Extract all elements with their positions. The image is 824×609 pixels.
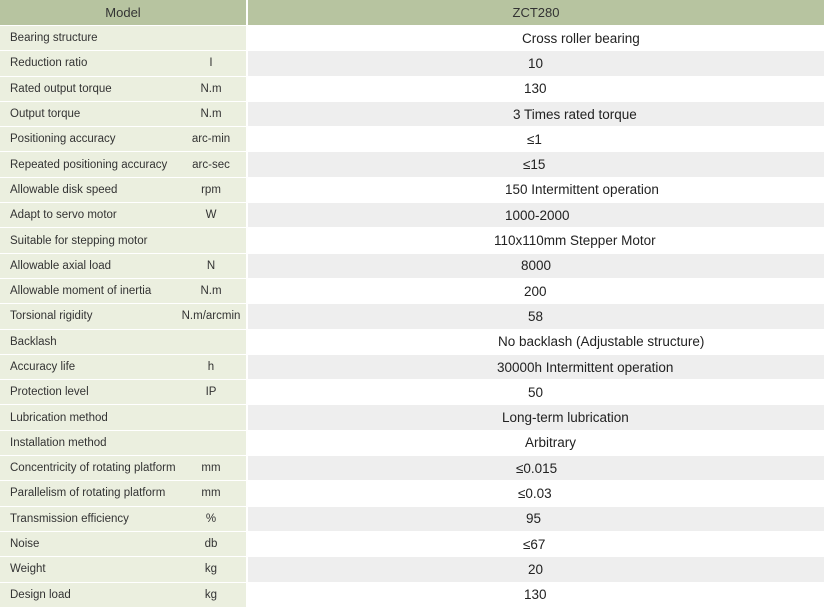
spec-name: Noise [0,532,176,557]
spec-value: ≤15 [248,152,824,177]
spec-value: 95 [248,507,824,532]
spec-unit: mm [176,456,248,481]
spec-unit: N.m/arcmin [176,304,248,329]
spec-unit: arc-sec [176,152,248,177]
spec-value: 130 [248,583,824,608]
spec-unit: h [176,355,248,380]
spec-value: ≤0.03 [248,481,824,506]
spec-name: Positioning accuracy [0,127,176,152]
spec-name: Suitable for stepping motor [0,228,176,253]
spec-unit: W [176,203,248,228]
spec-name: Bearing structure [0,26,176,51]
spec-unit: kg [176,583,248,608]
spec-unit [176,26,248,51]
spec-unit: arc-min [176,127,248,152]
spec-name: Output torque [0,102,176,127]
spec-value: 3 Times rated torque [248,102,824,127]
spec-unit: N [176,254,248,279]
spec-name: Transmission efficiency [0,507,176,532]
model-value-header: ZCT280 [248,0,824,26]
spec-value: ≤67 [248,532,824,557]
spec-name: Allowable disk speed [0,178,176,203]
spec-name: Accuracy life [0,355,176,380]
spec-name: Allowable axial load [0,254,176,279]
spec-value: 200 [248,279,824,304]
spec-name: Parallelism of rotating platform [0,481,176,506]
spec-name: Lubrication method [0,405,176,430]
spec-value: No backlash (Adjustable structure) [248,330,824,355]
spec-name: Torsional rigidity [0,304,176,329]
spec-name: Allowable moment of inertia [0,279,176,304]
spec-unit [176,405,248,430]
spec-name: Reduction ratio [0,51,176,76]
spec-unit: % [176,507,248,532]
spec-name: Concentricity of rotating platform [0,456,176,481]
spec-value: 150 Intermittent operation [248,178,824,203]
spec-unit: kg [176,557,248,582]
spec-name: Adapt to servo motor [0,203,176,228]
spec-value: 30000h Intermittent operation [248,355,824,380]
spec-unit: rpm [176,178,248,203]
spec-value: 50 [248,380,824,405]
spec-unit: db [176,532,248,557]
spec-unit: N.m [176,77,248,102]
spec-name: Rated output torque [0,77,176,102]
spec-value: 130 [248,77,824,102]
spec-unit [176,431,248,456]
spec-value: 20 [248,557,824,582]
spec-unit [176,228,248,253]
spec-value: Arbitrary [248,431,824,456]
spec-value: ≤1 [248,127,824,152]
spec-value: 8000 [248,254,824,279]
spec-unit: N.m [176,279,248,304]
spec-value: 1000-2000 [248,203,824,228]
spec-unit: mm [176,481,248,506]
spec-unit: N.m [176,102,248,127]
model-header: Model [0,0,248,26]
spec-name: Design load [0,583,176,608]
spec-name: Protection level [0,380,176,405]
spec-name: Backlash [0,330,176,355]
spec-value: ≤0.015 [248,456,824,481]
spec-value: 10 [248,51,824,76]
spec-unit: IP [176,380,248,405]
spec-name: Weight [0,557,176,582]
spec-name: Repeated positioning accuracy [0,152,176,177]
spec-value: 110x110mm Stepper Motor [248,228,824,253]
spec-unit [176,330,248,355]
spec-unit: I [176,51,248,76]
spec-name: Installation method [0,431,176,456]
spec-value: Long-term lubrication [248,405,824,430]
spec-value: Cross roller bearing [248,26,824,51]
spec-value: 58 [248,304,824,329]
